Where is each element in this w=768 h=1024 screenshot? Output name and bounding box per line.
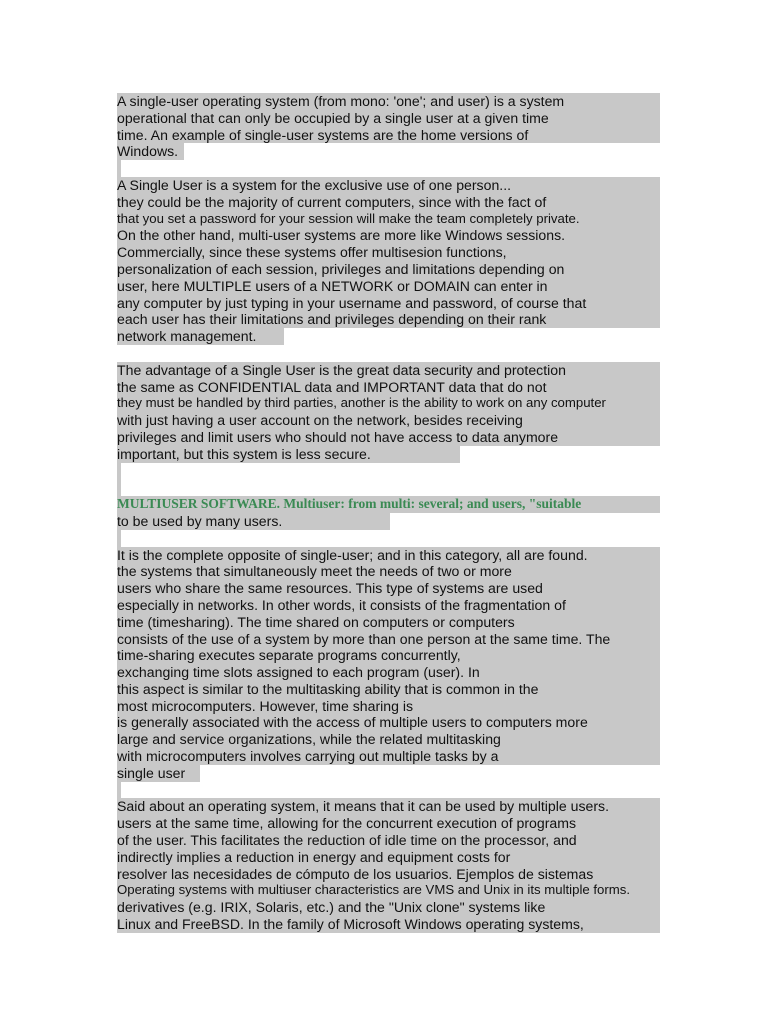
text-line: The advantage of a Single User is the great data security and protection [117, 362, 677, 379]
blank-line [117, 463, 677, 480]
text-line: of the user. This facilitates the reduction of idle time on the processor, and [117, 832, 677, 849]
text-line: privileges and limit users who should not have access to data anymore [117, 429, 677, 446]
text-line: time (timesharing). The time shared on computers or computers [117, 614, 677, 631]
text-line: that you set a password for your session will make the team completely private. [117, 211, 677, 228]
text-line: user, here MULTIPLE users of a NETWORK or DOMAIN can enter in [117, 278, 677, 295]
paragraph-single-user-description [117, 177, 677, 345]
text-line: personalization of each session, privileges and limitations depending on [117, 261, 677, 278]
text-line: important, but this system is less secure. [117, 446, 677, 463]
text-line: users at the same time, allowing for the concurrent execution of programs [117, 815, 677, 832]
text-line: A Single User is a system for the exclusive use of one person... [117, 177, 677, 194]
paragraph-multiuser-os [117, 798, 677, 932]
text-line: resolver las necesidades de cómputo de los usuarios. Ejemplos de sistemas [117, 866, 677, 883]
text-line: Commercially, since these systems offer multisesion functions, [117, 244, 677, 261]
text-line: Linux and FreeBSD. In the family of Microsoft Windows operating systems, [117, 916, 677, 933]
text-line: the same as CONFIDENTIAL data and IMPORTANT data that do not [117, 379, 677, 396]
text-line: most microcomputers. However, time sharing is [117, 698, 677, 715]
text-line: On the other hand, multi-user systems are more like Windows sessions. [117, 227, 677, 244]
document-page [117, 93, 677, 933]
section-multiuser [117, 496, 677, 530]
blank-line [117, 530, 677, 547]
text-line: time. An example of single-user systems are the home versions of [117, 127, 677, 144]
text-line: each user has their limitations and privileges depending on their rank [117, 311, 677, 328]
text-line: derivatives (e.g. IRIX, Solaris, etc.) and the "Unix clone" systems like [117, 899, 677, 916]
text-line: Said about an operating system, it means that it can be used by multiple users. [117, 798, 677, 815]
text-line: to be used by many users. [117, 513, 677, 530]
text-line: Operating systems with multiuser characteristics are VMS and Unix in its multiple forms. [117, 882, 677, 899]
blank-line [117, 782, 677, 799]
text-line: exchanging time slots assigned to each program (user). In [117, 664, 677, 681]
text-line: they could be the majority of current computers, since with the fact of [117, 194, 677, 211]
text-line: they must be handled by third parties, another is the ability to work on any computer [117, 395, 677, 412]
text-line: with microcomputers involves carrying out multiple tasks by a [117, 748, 677, 765]
text-line: Windows. [117, 143, 677, 160]
text-line: any computer by just typing in your username and password, of course that [117, 295, 677, 312]
paragraph-single-user-advantages [117, 362, 677, 463]
text-line: is generally associated with the access of multiple users to computers more [117, 714, 677, 731]
text-line: operational that can only be occupied by a single user at a given time [117, 110, 677, 127]
blank-line [117, 160, 677, 177]
text-line: large and service organizations, while the related multitasking [117, 731, 677, 748]
text-line: the systems that simultaneously meet the needs of two or more [117, 563, 677, 580]
blank-line [117, 345, 677, 362]
text-line: with just having a user account on the network, besides receiving [117, 412, 677, 429]
blank-line [117, 479, 677, 496]
paragraph-multiuser-description [117, 547, 677, 782]
paragraph-single-user-definition [117, 93, 677, 160]
text-line: this aspect is similar to the multitasking ability that is common in the [117, 681, 677, 698]
section-heading: MULTIUSER SOFTWARE. Multiuser: from multi: several; and users, "suitable [117, 496, 677, 513]
text-line: network management. [117, 328, 677, 345]
text-line: single user [117, 765, 677, 782]
text-line: especially in networks. In other words, it consists of the fragmentation of [117, 597, 677, 614]
text-line: It is the complete opposite of single-user; and in this category, all are found. [117, 547, 677, 564]
text-line: indirectly implies a reduction in energy and equipment costs for [117, 849, 677, 866]
text-line: consists of the use of a system by more than one person at the same time. The [117, 631, 677, 648]
text-line: time-sharing executes separate programs concurrently, [117, 647, 677, 664]
text-line: users who share the same resources. This type of systems are used [117, 580, 677, 597]
text-line: A single-user operating system (from mono: 'one'; and user) is a system [117, 93, 677, 110]
